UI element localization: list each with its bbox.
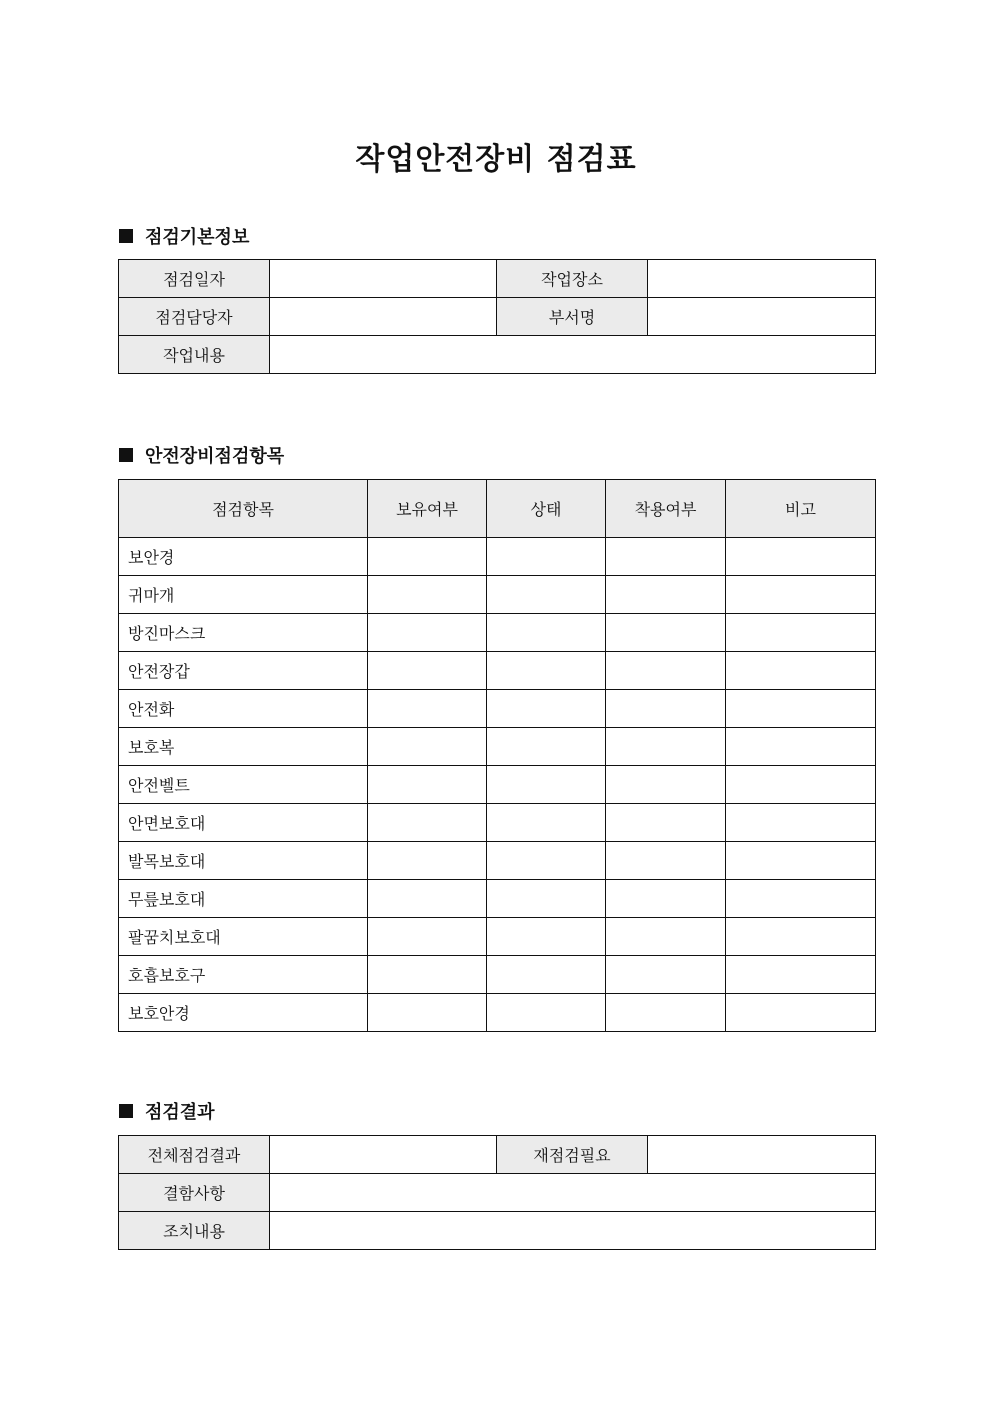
- section-heading-result: [119, 1098, 215, 1124]
- wearing-cell[interactable]: [606, 842, 726, 880]
- possession-cell[interactable]: [368, 842, 487, 880]
- possession-cell[interactable]: [368, 690, 487, 728]
- table-row: [119, 804, 876, 842]
- column-header: 상태: [487, 480, 606, 538]
- wearing-cell[interactable]: [606, 956, 726, 994]
- table-row: [119, 918, 876, 956]
- possession-cell[interactable]: [368, 538, 487, 576]
- item-name: 안전장갑: [119, 652, 368, 690]
- location-field[interactable]: [648, 260, 876, 298]
- status-cell[interactable]: [487, 918, 606, 956]
- remarks-cell[interactable]: [726, 918, 876, 956]
- possession-cell[interactable]: [368, 766, 487, 804]
- remarks-cell[interactable]: [726, 956, 876, 994]
- item-name: 팔꿈치보호대: [119, 918, 368, 956]
- remarks-cell[interactable]: [726, 652, 876, 690]
- square-bullet-icon: [119, 1104, 133, 1118]
- status-cell[interactable]: [487, 842, 606, 880]
- possession-cell[interactable]: [368, 614, 487, 652]
- status-cell[interactable]: [487, 576, 606, 614]
- remarks-cell[interactable]: [726, 576, 876, 614]
- square-bullet-icon: [119, 229, 133, 243]
- section-title: 점검결과: [145, 1102, 215, 1123]
- label-overall: 전체점검결과: [119, 1136, 270, 1174]
- date-field[interactable]: [270, 260, 497, 298]
- possession-cell[interactable]: [368, 652, 487, 690]
- possession-cell[interactable]: [368, 918, 487, 956]
- status-cell[interactable]: [487, 728, 606, 766]
- item-name: 보안경: [119, 538, 368, 576]
- remarks-cell[interactable]: [726, 804, 876, 842]
- status-cell[interactable]: [487, 804, 606, 842]
- column-header: 착용여부: [606, 480, 726, 538]
- remarks-cell[interactable]: [726, 994, 876, 1032]
- status-cell[interactable]: [487, 652, 606, 690]
- item-name: 안전벨트: [119, 766, 368, 804]
- reinspect-field[interactable]: [648, 1136, 876, 1174]
- wearing-cell[interactable]: [606, 538, 726, 576]
- possession-cell[interactable]: [368, 956, 487, 994]
- label-location: 작업장소: [497, 260, 648, 298]
- item-name: 보호복: [119, 728, 368, 766]
- wearing-cell[interactable]: [606, 880, 726, 918]
- remarks-cell[interactable]: [726, 728, 876, 766]
- remarks-cell[interactable]: [726, 766, 876, 804]
- status-cell[interactable]: [487, 766, 606, 804]
- wearing-cell[interactable]: [606, 766, 726, 804]
- table-row: [119, 728, 876, 766]
- square-bullet-icon: [119, 448, 133, 462]
- inspector-field[interactable]: [270, 298, 497, 336]
- item-name: 발목보호대: [119, 842, 368, 880]
- table-row: [119, 956, 876, 994]
- section-title: 점검기본정보: [145, 227, 250, 248]
- table-row: [119, 614, 876, 652]
- wearing-cell[interactable]: [606, 614, 726, 652]
- section-heading-basic-info: [119, 223, 249, 249]
- label-work: 작업내용: [119, 336, 270, 374]
- status-cell[interactable]: [487, 538, 606, 576]
- work-field[interactable]: [270, 336, 876, 374]
- wearing-cell[interactable]: [606, 576, 726, 614]
- table-row: [119, 538, 876, 576]
- wearing-cell[interactable]: [606, 804, 726, 842]
- possession-cell[interactable]: [368, 576, 487, 614]
- section-title: 안전장비점검항목: [145, 446, 285, 467]
- page-title: 작업안전장비 점검표: [355, 142, 637, 177]
- table-row: [119, 994, 876, 1032]
- item-name: 귀마개: [119, 576, 368, 614]
- column-header: 보유여부: [368, 480, 487, 538]
- label-date: 점검일자: [119, 260, 270, 298]
- table-row: [119, 766, 876, 804]
- action-field[interactable]: [270, 1212, 876, 1250]
- item-name: 방진마스크: [119, 614, 368, 652]
- remarks-cell[interactable]: [726, 614, 876, 652]
- item-name: 안전화: [119, 690, 368, 728]
- column-header: 점검항목: [119, 480, 368, 538]
- possession-cell[interactable]: [368, 728, 487, 766]
- wearing-cell[interactable]: [606, 652, 726, 690]
- label-defects: 결함사항: [119, 1174, 270, 1212]
- status-cell[interactable]: [487, 880, 606, 918]
- table-row: [119, 652, 876, 690]
- label-inspector: 점검담당자: [119, 298, 270, 336]
- table-row: [119, 690, 876, 728]
- table-row: [119, 576, 876, 614]
- remarks-cell[interactable]: [726, 538, 876, 576]
- status-cell[interactable]: [487, 614, 606, 652]
- department-field[interactable]: [648, 298, 876, 336]
- item-name: 보호안경: [119, 994, 368, 1032]
- label-department: 부서명: [497, 298, 648, 336]
- defects-field[interactable]: [270, 1174, 876, 1212]
- status-cell[interactable]: [487, 994, 606, 1032]
- column-header: 비고: [726, 480, 876, 538]
- remarks-cell[interactable]: [726, 880, 876, 918]
- wearing-cell[interactable]: [606, 918, 726, 956]
- possession-cell[interactable]: [368, 880, 487, 918]
- remarks-cell[interactable]: [726, 842, 876, 880]
- wearing-cell[interactable]: [606, 994, 726, 1032]
- item-name: 무릎보호대: [119, 880, 368, 918]
- table-row: [119, 842, 876, 880]
- basic-info-table: [118, 259, 876, 374]
- item-name: 안면보호대: [119, 804, 368, 842]
- possession-cell[interactable]: [368, 994, 487, 1032]
- label-action: 조치내용: [119, 1212, 270, 1250]
- possession-cell[interactable]: [368, 804, 487, 842]
- section-heading-equipment: [119, 442, 284, 468]
- item-name: 호흡보호구: [119, 956, 368, 994]
- wearing-cell[interactable]: [606, 690, 726, 728]
- result-table: [118, 1135, 876, 1250]
- remarks-cell[interactable]: [726, 690, 876, 728]
- overall-field[interactable]: [270, 1136, 497, 1174]
- table-row: [119, 880, 876, 918]
- status-cell[interactable]: [487, 690, 606, 728]
- wearing-cell[interactable]: [606, 728, 726, 766]
- label-reinspect: 재점검필요: [497, 1136, 648, 1174]
- equipment-table: [118, 479, 876, 1032]
- status-cell[interactable]: [487, 956, 606, 994]
